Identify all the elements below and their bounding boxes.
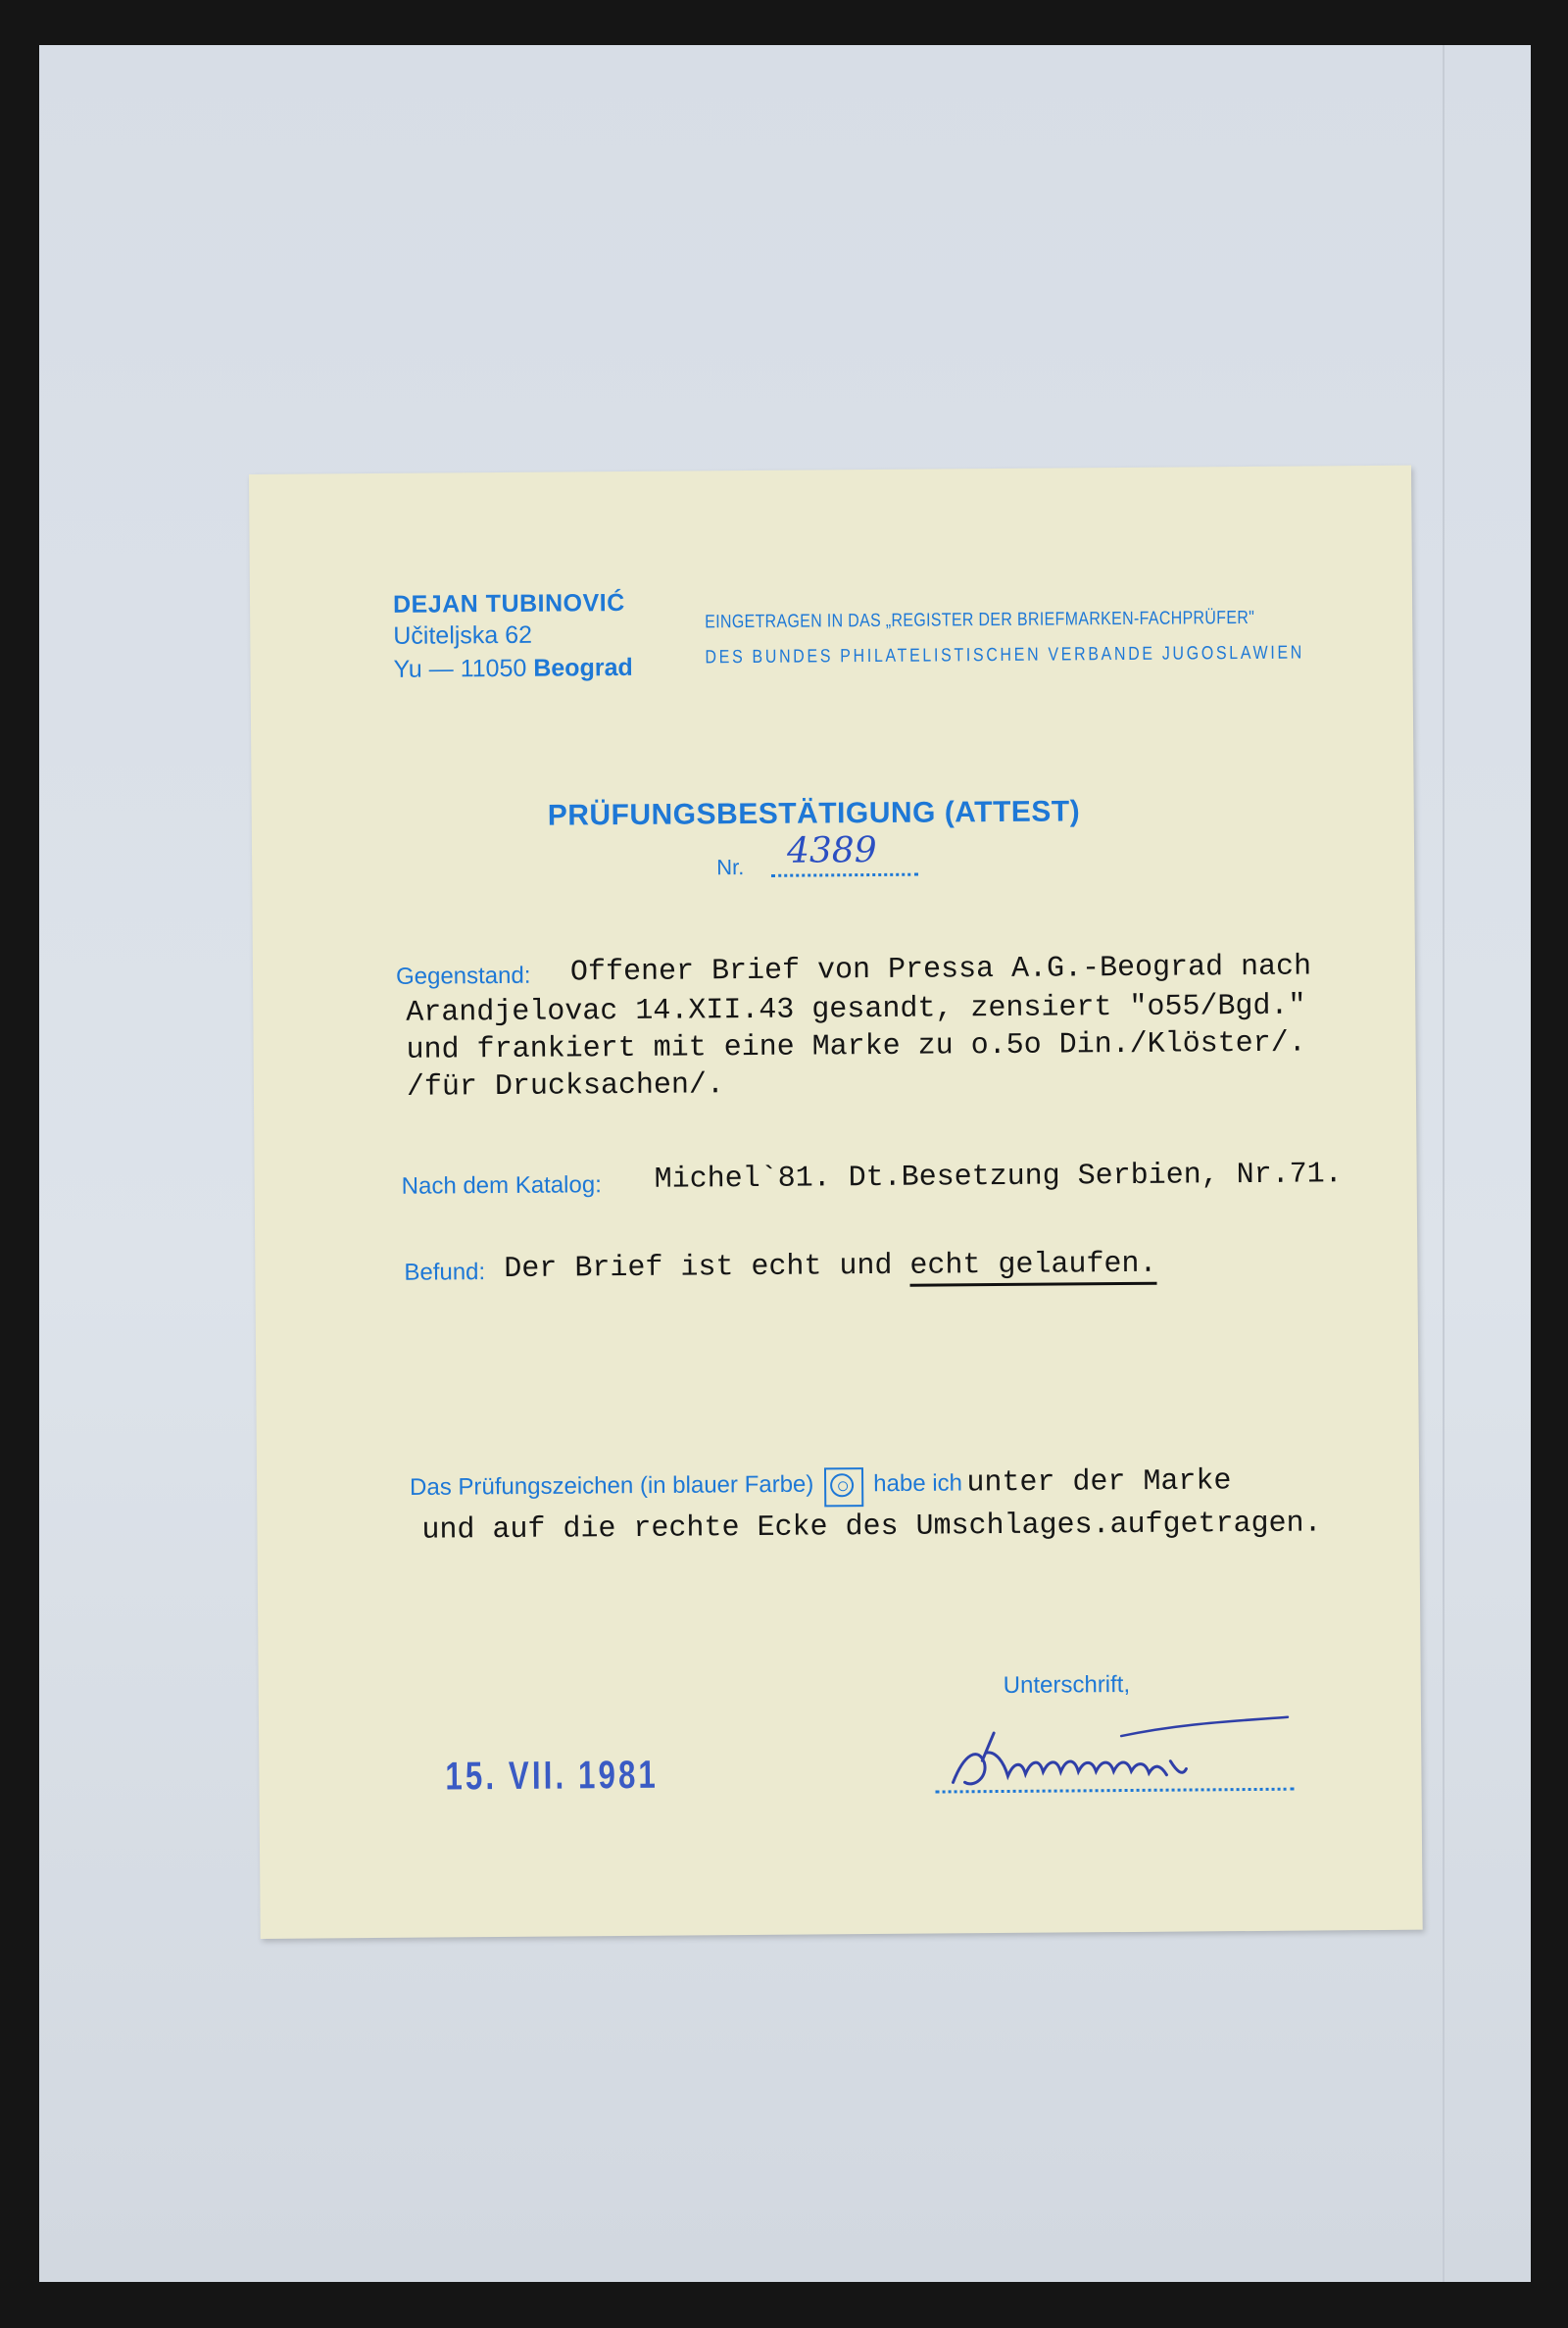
handwritten-signature [935, 1701, 1328, 1802]
examiner-mark-icon [824, 1467, 863, 1507]
gegenstand-label: Gegenstand: [395, 962, 531, 990]
certificate-sheet [249, 466, 1423, 1939]
gegenstand-line-2: Arandjelovac 14.XII.43 gesandt, zensiert "o55/Bgd." [406, 989, 1306, 1030]
befund-value-underlined: echt gelaufen. [909, 1248, 1156, 1287]
pruefzeichen-typed-2: und auf die rechte Ecke des Umschlages.aufgetragen. [421, 1507, 1322, 1548]
befund-label: Befund: [404, 1259, 486, 1286]
pruefzeichen-label: Das Prüfungszeichen (in blauer Farbe) [410, 1470, 814, 1501]
album-page-fold-line [1443, 45, 1445, 2282]
examiner-city [393, 654, 632, 684]
pruefzeichen-line-1 [410, 1464, 1232, 1511]
album-page [39, 45, 1531, 2282]
examiner-name: DEJAN TUBINOVIĆ [392, 588, 625, 619]
gegenstand-line-3: und frankiert mit eine Marke zu o.5o Din./Klöster/. [406, 1026, 1306, 1067]
number-label: Nr. [716, 855, 745, 880]
certificate-number: 4389 [786, 829, 877, 871]
pruefzeichen-typed-1: unter der Marke [966, 1464, 1232, 1501]
date-stamp: 15. VII. 1981 [445, 1753, 660, 1799]
examiner-postcode: Yu — 11050 [393, 654, 527, 683]
befund-value [504, 1248, 1156, 1286]
pruefzeichen-label-after: habe ich [873, 1469, 963, 1498]
befund-value-plain: Der Brief ist echt und [504, 1249, 893, 1286]
signature-label: Unterschrift, [1003, 1670, 1131, 1699]
examiner-city-name: Beograd [533, 653, 633, 682]
certificate-title: PRÜFUNGSBESTÄTIGUNG (ATTEST) [547, 795, 1081, 832]
register-line-2: DES BUNDES PHILATELISTISCHEN VERBANDE JUGOSLAWIEN [705, 642, 1305, 669]
katalog-value: Michel`81. Dt.Besetzung Serbien, Nr.71. [654, 1158, 1343, 1197]
gegenstand-line-1: Offener Brief von Pressa A.G.-Beograd nach [569, 950, 1312, 990]
register-line-1: EINGETRAGEN IN DAS „REGISTER DER BRIEFMARKEN-FACHPRÜFER" [705, 607, 1255, 633]
examiner-street: Učiteljska 62 [393, 620, 533, 650]
gegenstand-line-4: /für Drucksachen/. [406, 1068, 725, 1105]
katalog-label: Nach dem Katalog: [401, 1171, 602, 1200]
